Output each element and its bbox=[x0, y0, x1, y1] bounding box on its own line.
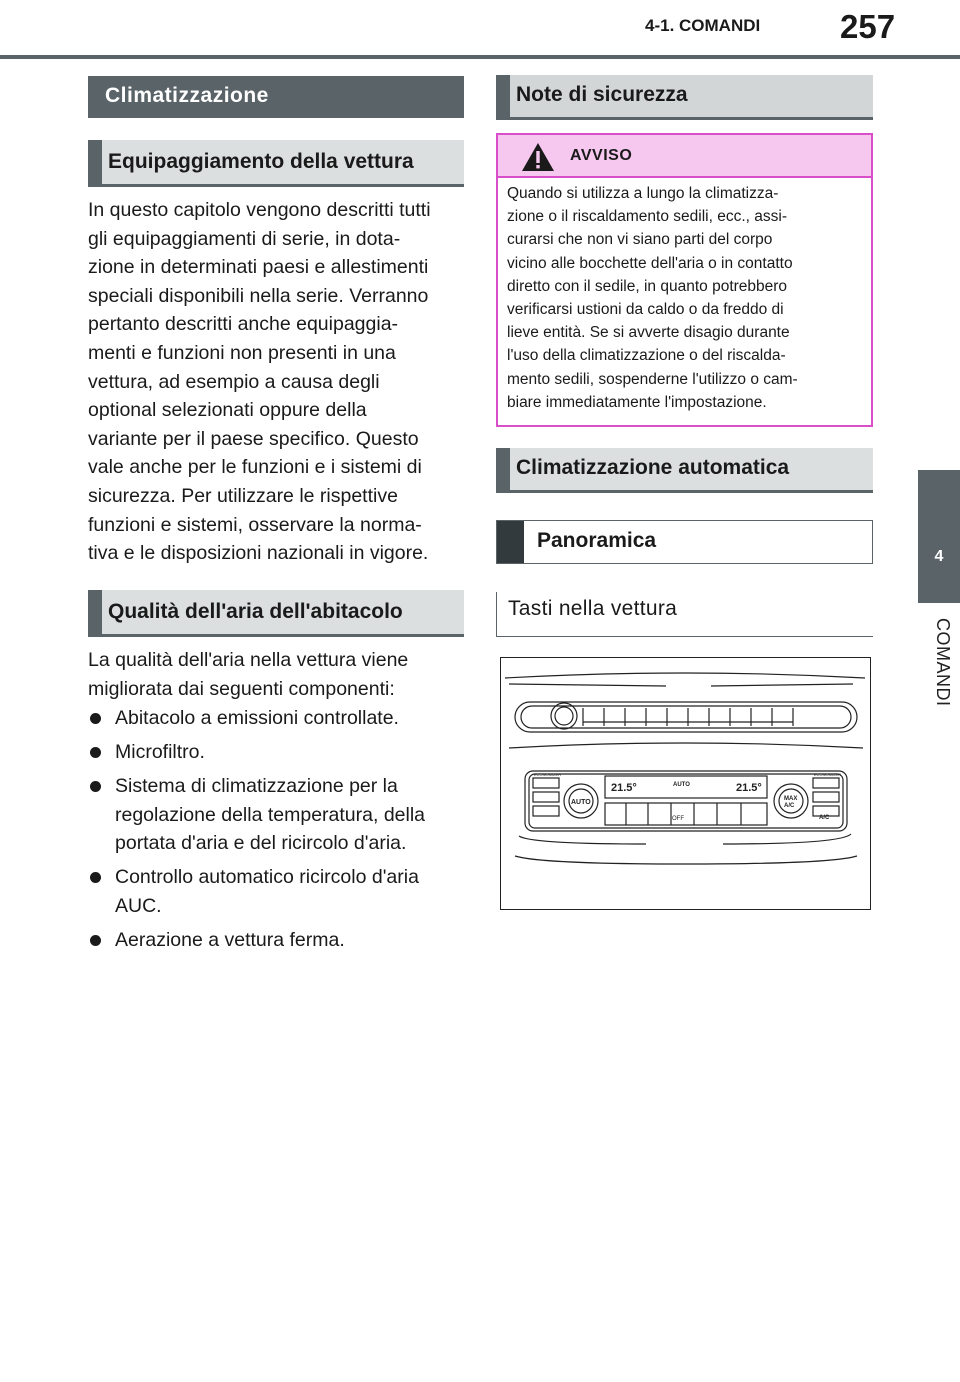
warning-label: AVVISO bbox=[570, 147, 633, 164]
warning-box bbox=[496, 133, 873, 427]
header-rule bbox=[0, 55, 960, 59]
economizer-left-label: ECONOMIZER bbox=[534, 772, 562, 777]
section-heading-auto-climate-text: Climatizzazione automatica bbox=[516, 456, 790, 479]
equipment-paragraph: In questo capitolo vengono descritti tutti gli equipaggiamenti di serie, in dota- zione in determinati paesi e allestimenti speciali disponibili nella serie. Verranno pertanto descritti anche equipaggia- menti e funzioni non presenti in una vettura, ad esempio a causa degli optional selezionati oppure della variante per il paese specifico. Questo vale anche per le funzioni e i sistemi di sicurezza. Per utilizzare le rispettive funzioni e sistemi, osservare la norma- tiva e le disposizioni nazionali in vigore. bbox=[88, 199, 431, 565]
subheading-overview bbox=[496, 520, 873, 564]
warning-header bbox=[498, 135, 871, 178]
list-item: Microfiltro. bbox=[88, 738, 463, 767]
section-heading-equipment bbox=[88, 140, 464, 187]
air-quality-list bbox=[88, 704, 463, 960]
chapter-number: 4 bbox=[934, 548, 944, 565]
list-item: Controllo automatico ricircolo d'aria AUC. bbox=[88, 863, 463, 920]
section-heading-safety bbox=[496, 75, 873, 120]
chapter-label: COMANDI bbox=[933, 618, 953, 707]
max-label: MAX bbox=[784, 796, 798, 802]
subsubheading-buttons-text: Tasti nella vettura bbox=[508, 597, 678, 620]
subheading-marker bbox=[497, 521, 524, 563]
subheading-overview-text: Panoramica bbox=[537, 529, 657, 552]
air-quality-intro: La qualità dell'aria nella vettura viene migliorata dai seguenti componenti: bbox=[88, 649, 409, 700]
running-header-section: 4-1. COMANDI bbox=[645, 16, 761, 35]
page-number: 257 bbox=[840, 8, 896, 45]
display-auto-label: AUTO bbox=[673, 782, 690, 788]
chapter-tab bbox=[918, 470, 960, 603]
climate-panel-illustration bbox=[501, 658, 870, 909]
list-item: Sistema di climatizzazione per la regolazione della temperatura, della portata d'aria e del ricircolo d'aria. bbox=[88, 772, 463, 858]
section-heading-air-quality-text: Qualità dell'aria dell'abitacolo bbox=[108, 600, 403, 623]
section-heading-equipment-text: Equipaggiamento della vettura bbox=[108, 150, 414, 173]
temp-left-label: 21.5° bbox=[611, 782, 637, 794]
subsubheading-buttons bbox=[496, 592, 873, 637]
temp-right-label: 21.5° bbox=[736, 782, 762, 794]
list-item: Aerazione a vettura ferma. bbox=[88, 926, 463, 955]
chapter-title: Climatizzazione bbox=[105, 84, 269, 107]
economizer-right-label: ECONOMIZER bbox=[814, 772, 842, 777]
section-heading-auto-climate bbox=[496, 448, 873, 493]
off-label: OFF bbox=[672, 816, 684, 822]
climate-panel-figure bbox=[500, 657, 871, 910]
auto-button-label: AUTO bbox=[571, 799, 591, 806]
ac-button-label: A/C bbox=[819, 815, 830, 821]
list-item: Abitacolo a emissioni controllate. bbox=[88, 704, 463, 733]
section-heading-safety-text: Note di sicurezza bbox=[516, 83, 688, 106]
chapter-title-bar bbox=[88, 76, 464, 118]
warning-text: Quando si utilizza a lungo la climatizza- zione o il riscaldamento sedili, ecc., assi- curarsi che non vi siano parti del corpo vicino alle bocchette dell'aria o in contatto diretto con il sedile, in quanto potrebbero verificarsi ustioni da caldo o da freddo di lieve entità. Se si avverte disagio durante l'uso della climatizzazione o del riscalda- mento sedili, sospenderne l'utilizzo o cam- biare immediatamente l'impostazione. bbox=[507, 185, 798, 411]
max-ac-label: A/C bbox=[784, 803, 795, 809]
warning-triangle-icon bbox=[520, 141, 556, 173]
section-heading-air-quality bbox=[88, 590, 464, 637]
